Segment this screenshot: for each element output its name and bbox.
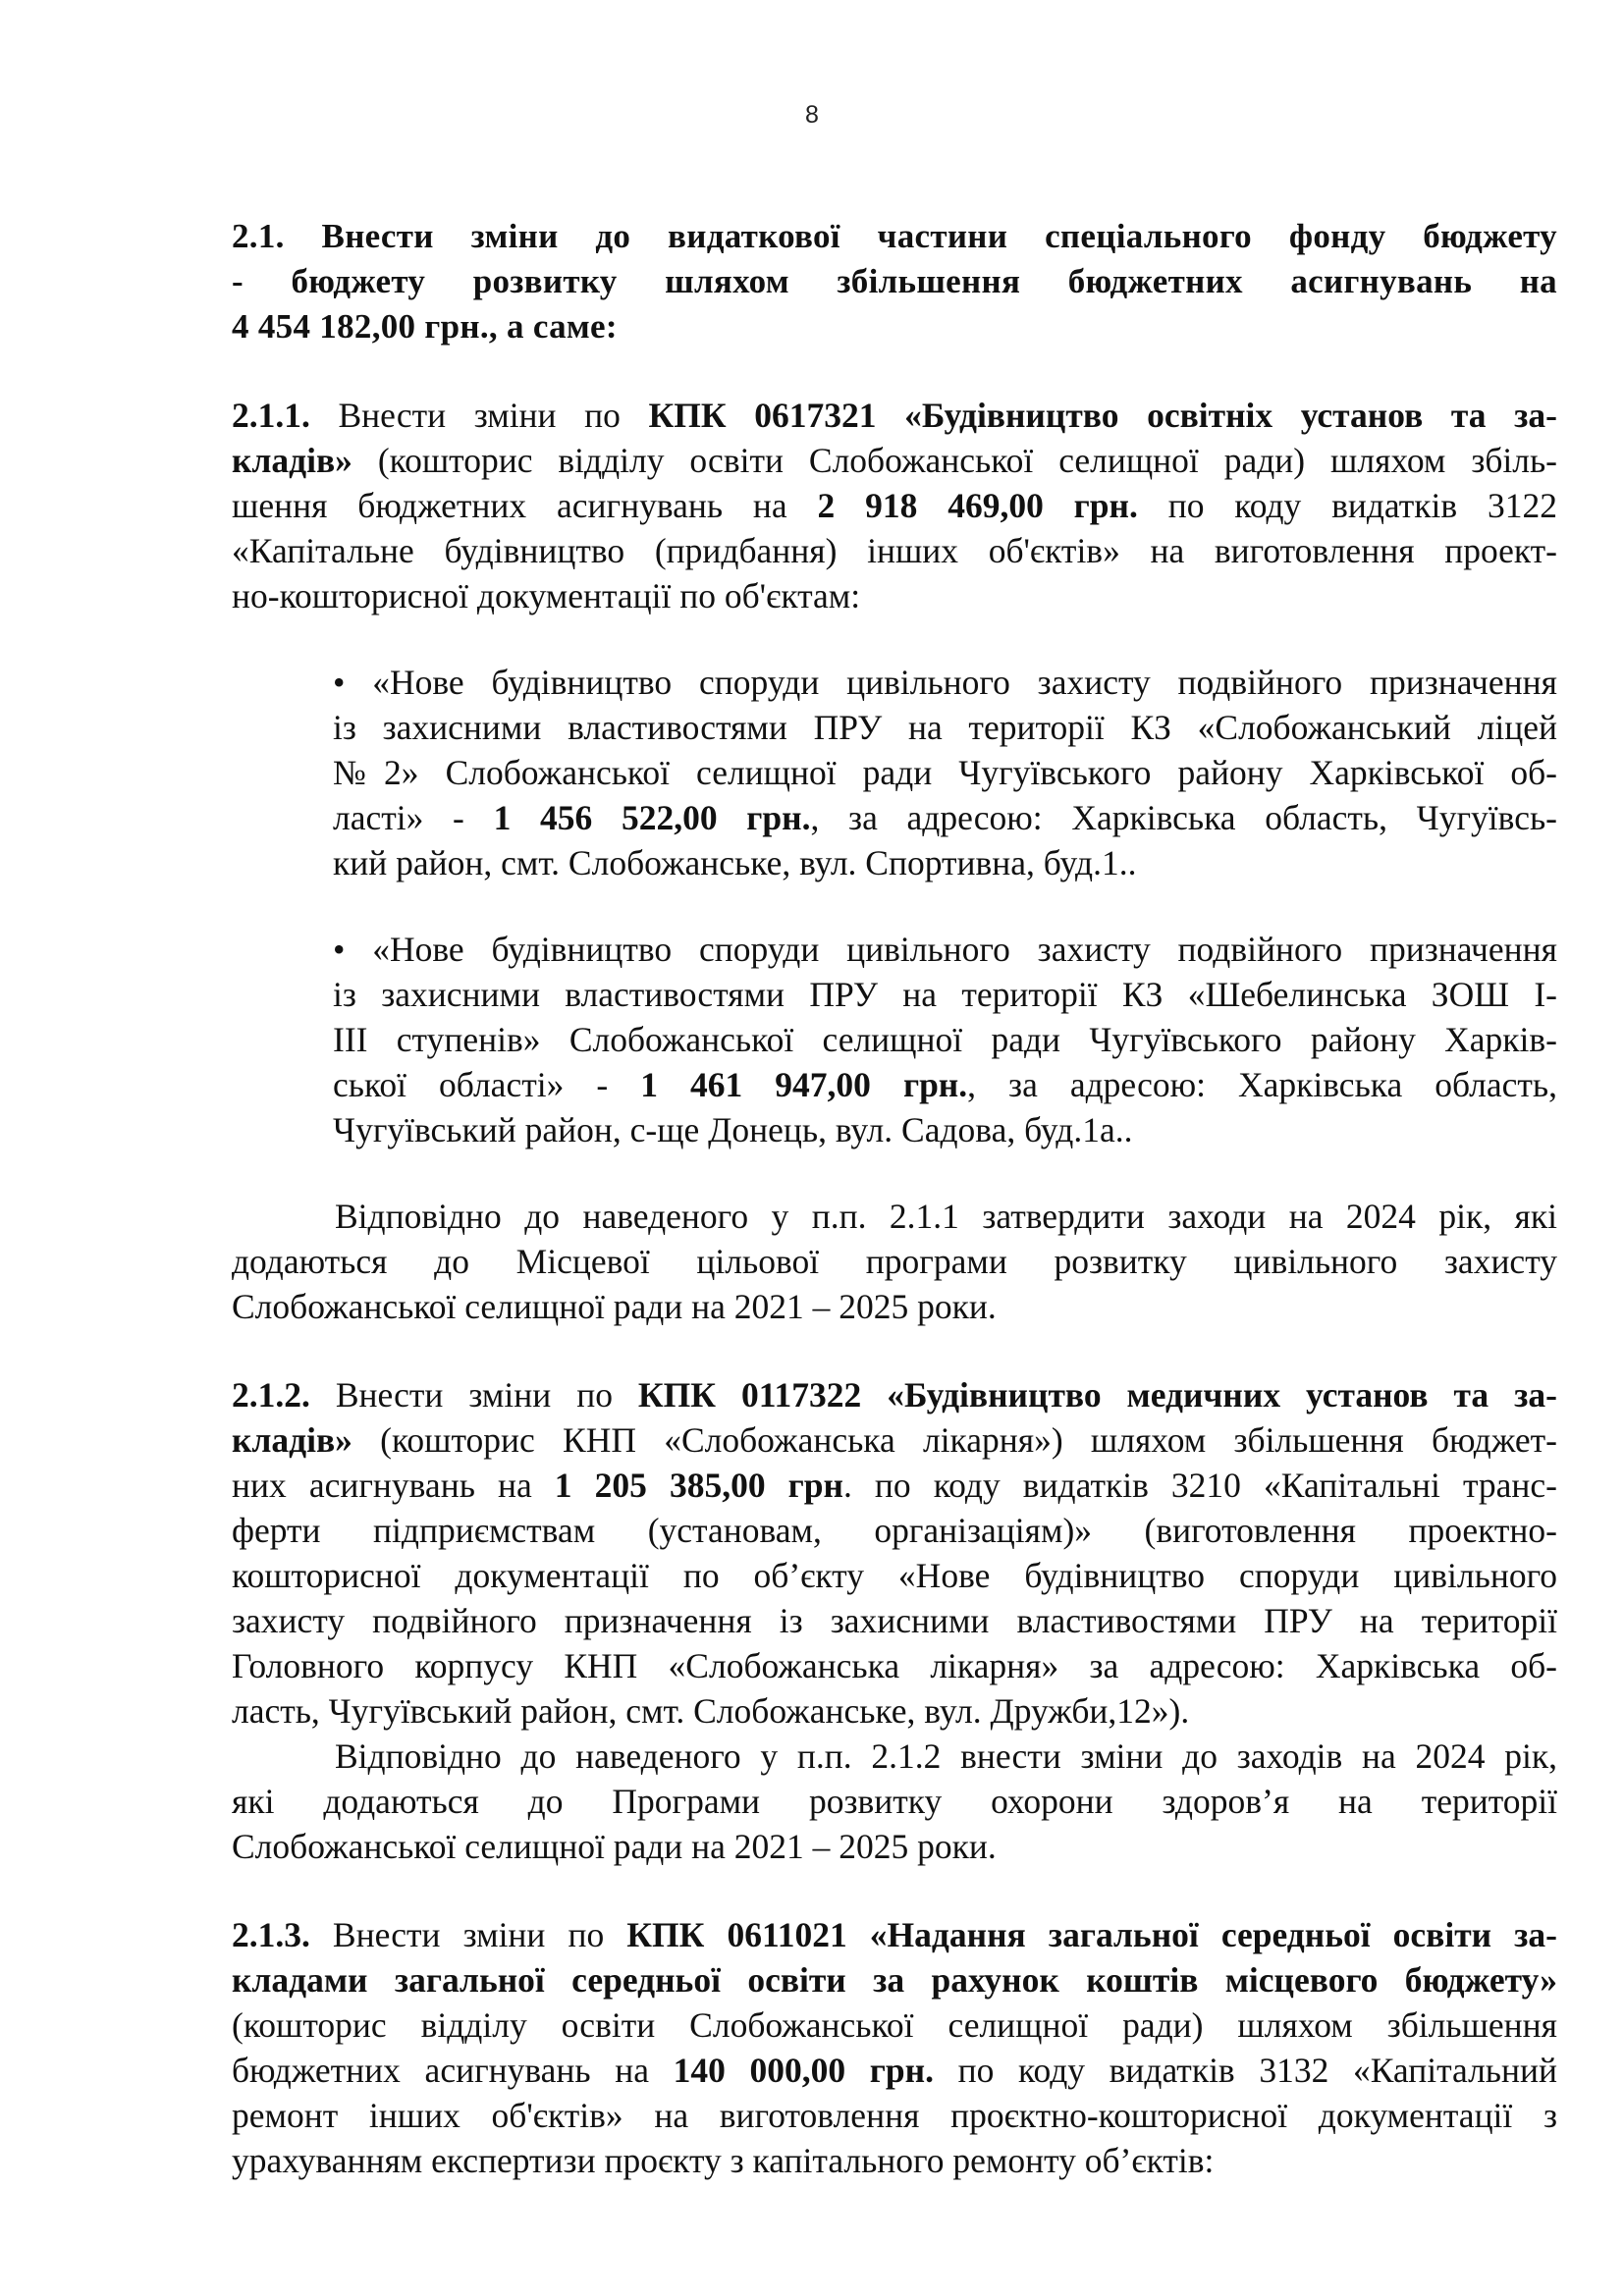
bullet-line: • «Нове будівництво споруди цивільного захисту подвійного призначення [333, 930, 1557, 969]
item-text: Внести зміни по [309, 1375, 638, 1415]
bullet-amount: 1 456 522,00 грн. [493, 798, 811, 837]
bullet-text: ської області» - [333, 1065, 641, 1104]
item-line [232, 438, 1557, 483]
paragraph-line: Відповідно до наведеного у п.п. 2.1.2 внести зміни до заходів на 2024 рік, [335, 1736, 1557, 1776]
bullet-line: із захисними властивостями ПРУ на території КЗ «Шебелинська ЗОШ І- [333, 975, 1557, 1014]
item-kpk: КПК 0617321 «Будівництво освітніх установ та за- [648, 396, 1557, 435]
paragraph-line: Відповідно до наведеного у п.п. 2.1.1 затвердити заходи на 2024 рік, які [335, 1197, 1557, 1236]
item-kpk: КПК 0117322 «Будівництво медичних установ та за- [637, 1375, 1557, 1415]
bullet-line: кий район, смт. Слобожанське, вул. Спортивна, буд.1.. [333, 843, 1137, 882]
item-line: ремонт інших об'єктів» на виготовлення проєктно-кошторисної документації з [232, 2096, 1557, 2135]
bullet-text: , за адресою: Харківська область, Чугуївсь- [810, 798, 1557, 837]
item-kpk: КПК 0611021 «Надання загальної середньої освіти за- [626, 1915, 1557, 1954]
paragraph-line: Слобожанської селищної ради на 2021 – 2025 роки. [232, 1827, 997, 1866]
item-line [232, 1417, 1557, 1463]
bullet-line: із захисними властивостями ПРУ на території КЗ «Слобожанський ліцей [333, 708, 1557, 747]
item-line [232, 1372, 1557, 1417]
item-line: но-кошторисної документації по об'єктам: [232, 576, 861, 615]
item-line [232, 2048, 1557, 2093]
bullet-text: , за адресою: Харківська область, [967, 1065, 1557, 1104]
item-line: (кошторис відділу освіти Слобожанської селищної ради) шляхом збільшення [232, 2005, 1557, 2045]
item-amount: 140 000,00 грн. [673, 2051, 934, 2090]
item-kpk: кладів» [232, 441, 352, 480]
item-line: кошторисної документації по об’єкту «Нове будівництво споруди цивільного [232, 1556, 1557, 1595]
bullet-line [333, 795, 1557, 840]
item-text: них асигнувань на [232, 1466, 555, 1505]
item-text: . по коду видатків 3210 «Капітальні транс- [842, 1466, 1557, 1505]
heading-line: - бюджету розвитку шляхом збільшення бюджетних асигнувань на [232, 262, 1557, 300]
heading-line: 2.1. Внести зміни до видаткової частини спеціального фонду бюджету [232, 217, 1557, 255]
item-line [232, 393, 1557, 438]
item-line: захисту подвійного призначення із захисними властивостями ПРУ на території [232, 1601, 1557, 1640]
item-text: по коду видатків 3122 [1137, 486, 1557, 525]
page-number: 8 [805, 101, 819, 129]
item-text: по коду видатків 3132 «Капітальний [934, 2051, 1557, 2090]
item-line [232, 483, 1557, 528]
item-text: (кошторис відділу освіти Слобожанської селищної ради) шляхом збіль- [352, 441, 1557, 480]
item-text: (кошторис КНП «Слобожанська лікарня») шляхом збільшення бюджет- [352, 1420, 1557, 1460]
item-kpk: кладами загальної середньої освіти за рахунок коштів місцевого бюджету» [232, 1960, 1557, 2000]
item-line: ферти підприємствам (установам, організаціям)» (виготовлення проектно- [232, 1511, 1557, 1550]
item-text: Внести зміни по [309, 396, 649, 435]
item-line: урахуванням експертизи проєкту з капітального ремонту об’єктів: [232, 2141, 1215, 2180]
bullet-line: ІІІ ступенів» Слобожанської селищної ради Чугуївського району Харків- [333, 1020, 1557, 1059]
item-line [232, 1463, 1557, 1508]
bullet-line: Чугуївський район, с-ще Донець, вул. Садова, буд.1а.. [333, 1110, 1133, 1149]
item-text: Внести зміни по [309, 1915, 627, 1954]
item-amount: 2 918 469,00 грн. [817, 486, 1138, 525]
item-line [232, 1957, 1557, 2002]
bullet-line: • «Нове будівництво споруди цивільного захисту подвійного призначення [333, 663, 1557, 702]
item-line [232, 1912, 1557, 1957]
item-text: шення бюджетних асигнувань на [232, 486, 818, 525]
paragraph-line: які додаються до Програми розвитку охорони здоров’я на території [232, 1782, 1557, 1821]
item-text: бюджетних асигнувань на [232, 2051, 674, 2090]
item-line: ласть, Чугуївський район, смт. Слобожанське, вул. Дружби,12»). [232, 1691, 1190, 1731]
heading-amount: 4 454 182,00 грн., а саме: [232, 307, 618, 346]
item-kpk: кладів» [232, 1420, 352, 1460]
heading-line [232, 304, 1557, 349]
item-line: Головного корпусу КНП «Слобожанська лікарня» за адресою: Харківська об- [232, 1646, 1557, 1685]
item-number: 2.1.2. [232, 1375, 310, 1415]
paragraph-line: Слобожанської селищної ради на 2021 – 2025 роки. [232, 1287, 997, 1326]
paragraph-line: додаються до Місцевої цільової програми розвитку цивільного захисту [232, 1242, 1557, 1281]
bullet-text: ласті» - [333, 798, 494, 837]
item-line: «Капітальне будівництво (придбання) інших об'єктів» на виготовлення проект- [232, 531, 1557, 570]
bullet-line: №2» Слобожанської селищної ради Чугуївського району Харківської об- [333, 753, 1557, 792]
bullet-amount: 1 461 947,00 грн. [640, 1065, 968, 1104]
item-number: 2.1.1. [232, 396, 310, 435]
item-amount: 1 205 385,00 грн [554, 1466, 843, 1505]
bullet-line [333, 1062, 1557, 1107]
item-number: 2.1.3. [232, 1915, 310, 1954]
